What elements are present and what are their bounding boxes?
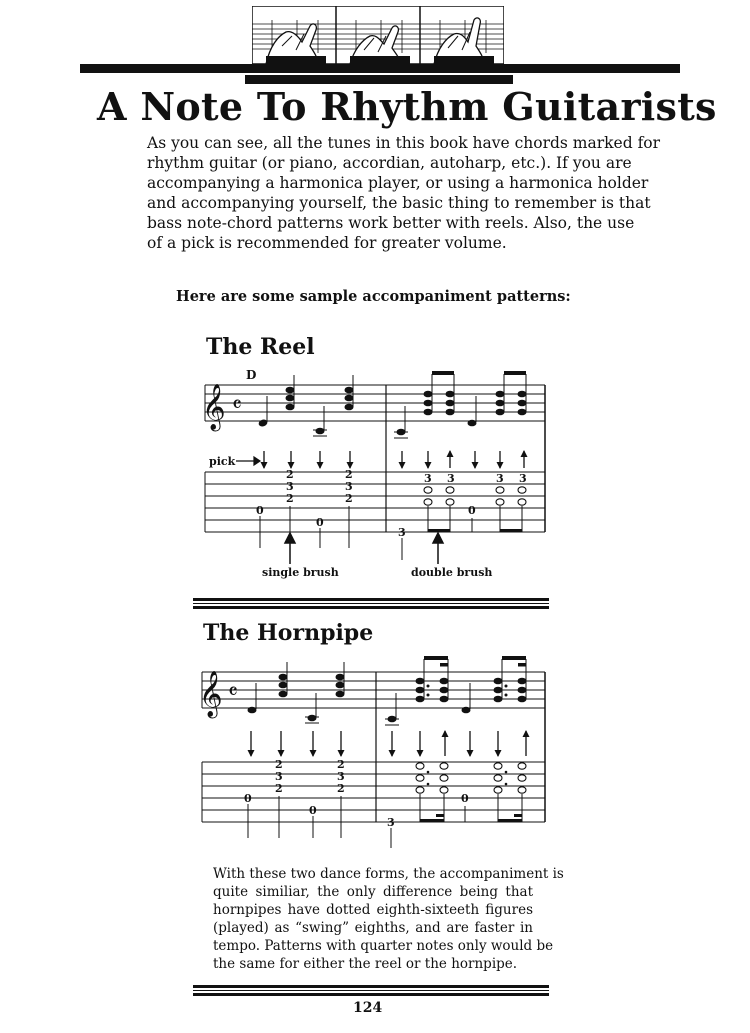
svg-text:3: 3 [275, 770, 283, 783]
svg-text:2: 2 [345, 492, 353, 505]
footer-divider [193, 985, 549, 995]
svg-text:0: 0 [468, 504, 476, 517]
closing-paragraph [213, 865, 564, 973]
svg-text:2: 2 [286, 468, 294, 481]
svg-text:3: 3 [519, 472, 527, 485]
svg-text:3: 3 [496, 472, 504, 485]
svg-text:2: 2 [337, 782, 345, 795]
up-stroke-arrow-icon [523, 730, 530, 756]
svg-text:3: 3 [345, 480, 353, 493]
closing-line: With these two dance forms, the accompaniment is [213, 866, 564, 882]
svg-text:3: 3 [424, 472, 432, 485]
sample-patterns-heading: Here are some sample accompaniment patterns: [176, 288, 571, 305]
svg-text:3: 3 [398, 526, 406, 539]
svg-text:2: 2 [286, 492, 294, 505]
treble-clef-icon: 𝄞 [199, 671, 223, 717]
double-brush-label: double brush [411, 566, 493, 579]
svg-text:2: 2 [337, 758, 345, 771]
down-stroke-arrow-icon [495, 731, 502, 757]
down-stroke-arrow-icon [338, 731, 345, 757]
svg-text:0: 0 [316, 516, 324, 529]
svg-text:3: 3 [337, 770, 345, 783]
treble-clef-icon: 𝄞 [202, 384, 226, 430]
single-brush-label: single brush [262, 566, 339, 579]
down-stroke-arrow-icon [310, 731, 317, 757]
down-stroke-arrow-icon [389, 731, 396, 757]
pick-label: pick [209, 455, 236, 468]
svg-text:2: 2 [275, 758, 283, 771]
svg-text:0: 0 [309, 804, 317, 817]
down-stroke-arrow-icon [467, 731, 474, 757]
page-number: 124 [353, 1000, 383, 1016]
down-stroke-arrow-icon [278, 731, 285, 757]
closing-line: the same for either the reel or the hornpipe. [213, 956, 518, 972]
hornpipe-stroke-arrows [248, 730, 530, 757]
intro-line: of a pick is recommended for greater volume. [147, 234, 507, 252]
closing-line: tempo. Patterns with quarter notes only would be [213, 938, 554, 954]
hornpipe-tab-numbers [244, 758, 469, 829]
reel-section-title: The Reel [206, 334, 315, 360]
closing-line: (played) as “swing” eighths, and are faster in [213, 920, 533, 936]
intro-line: rhythm guitar (or piano, accordian, autoharp, etc.). If you are [147, 154, 632, 172]
intro-line: As you can see, all the tunes in this book have chords marked for [147, 134, 661, 152]
intro-line: accompanying a harmonica player, or using a harmonica holder [147, 174, 649, 192]
common-time-icon: 𝄴 [228, 680, 238, 705]
up-stroke-arrow-icon [442, 730, 449, 756]
svg-text:0: 0 [256, 504, 264, 517]
closing-line: quite similiar, the only difference being that [213, 884, 533, 900]
svg-text:0: 0 [244, 792, 252, 805]
common-time-icon: 𝄴 [232, 393, 242, 418]
svg-text:2: 2 [275, 782, 283, 795]
down-stroke-arrow-icon [417, 731, 424, 757]
svg-text:2: 2 [345, 468, 353, 481]
svg-text:3: 3 [387, 816, 395, 829]
hornpipe-measure-1-notes [248, 662, 345, 723]
svg-text:3: 3 [447, 472, 455, 485]
chord-symbol: D [246, 368, 257, 382]
hornpipe-section-title: The Hornpipe [203, 620, 374, 646]
page-title: A Note To Rhythm Guitarists [97, 84, 717, 129]
closing-line: hornpipes have dotted eighth-sixteeth figures [213, 902, 533, 918]
svg-text:0: 0 [461, 792, 469, 805]
intro-line: bass note-chord patterns work better with reels. Also, the use [147, 214, 635, 232]
intro-line: and accompanying yourself, the basic thing to remember is that [147, 194, 651, 212]
down-stroke-arrow-icon [248, 731, 255, 757]
svg-text:3: 3 [286, 480, 294, 493]
